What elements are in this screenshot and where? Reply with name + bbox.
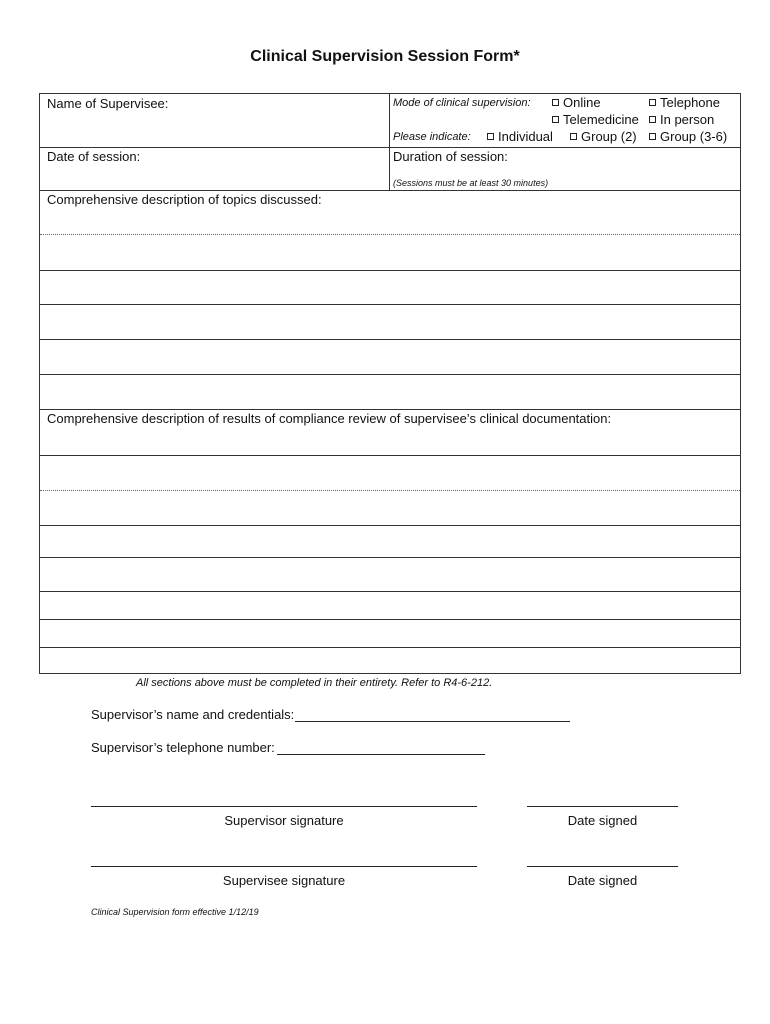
compliance-label: Comprehensive description of results of compliance review of supervisee’s clinical documentation: xyxy=(47,411,612,426)
checkbox-icon xyxy=(487,133,494,140)
session-form-table xyxy=(39,93,741,674)
mode-option-online[interactable]: Online xyxy=(552,95,601,110)
form-footer: Clinical Supervision form effective 1/12/19 xyxy=(91,907,259,917)
row-divider xyxy=(40,304,740,305)
row-divider xyxy=(40,374,740,375)
supervisor-signature-label: Supervisor signature xyxy=(224,813,344,828)
completion-notice: All sections above must be completed in their entirety. Refer to R4-6-212. xyxy=(136,677,493,689)
supervisor-name-field[interactable] xyxy=(295,721,570,722)
mode-label: Mode of clinical supervision: xyxy=(393,97,531,109)
supervisor-signature-line[interactable] xyxy=(91,806,477,807)
duration-label: Duration of session: xyxy=(393,149,508,164)
date-of-session-label: Date of session: xyxy=(47,149,141,164)
checkbox-icon xyxy=(649,133,656,140)
supervisee-name-label: Name of Supervisee: xyxy=(47,96,169,111)
row-divider xyxy=(40,147,740,148)
indicate-option-group-3-6[interactable]: Group (3-6) xyxy=(649,129,727,144)
supervisor-phone-field[interactable] xyxy=(277,754,485,755)
mode-option-telemedicine[interactable]: Telemedicine xyxy=(552,112,639,127)
mode-option-telephone[interactable]: Telephone xyxy=(649,95,720,110)
page-title: Clinical Supervision Session Form* xyxy=(250,48,520,65)
supervisee-date-label: Date signed xyxy=(567,873,638,888)
indicate-option-individual[interactable]: Individual xyxy=(487,129,553,144)
supervisor-date-label: Date signed xyxy=(567,813,638,828)
supervisee-signature-line[interactable] xyxy=(91,866,477,867)
row-divider xyxy=(40,270,740,271)
row-divider xyxy=(40,591,740,592)
row-divider xyxy=(40,557,740,558)
indicate-label: Please indicate: xyxy=(393,131,471,143)
mode-option-in-person[interactable]: In person xyxy=(649,112,714,127)
row-divider xyxy=(40,490,740,491)
row-divider xyxy=(40,525,740,526)
checkbox-icon xyxy=(552,99,559,106)
column-divider xyxy=(389,94,390,190)
row-divider xyxy=(40,647,740,648)
row-divider xyxy=(40,190,740,191)
topics-label: Comprehensive description of topics discussed: xyxy=(47,192,322,207)
supervisee-signature-label: Supervisee signature xyxy=(222,873,346,888)
supervisee-date-line[interactable] xyxy=(527,866,678,867)
row-divider xyxy=(40,339,740,340)
checkbox-icon xyxy=(552,116,559,123)
row-divider xyxy=(40,234,740,235)
duration-note: (Sessions must be at least 30 minutes) xyxy=(393,178,549,188)
checkbox-icon xyxy=(649,116,656,123)
row-divider xyxy=(40,409,740,410)
checkbox-icon xyxy=(570,133,577,140)
supervisor-phone-label: Supervisor’s telephone number: xyxy=(91,740,275,755)
row-divider xyxy=(40,455,740,456)
row-divider xyxy=(40,619,740,620)
indicate-option-group-2[interactable]: Group (2) xyxy=(570,129,637,144)
checkbox-icon xyxy=(649,99,656,106)
supervisor-name-label: Supervisor’s name and credentials: xyxy=(91,707,295,722)
supervisor-date-line[interactable] xyxy=(527,806,678,807)
